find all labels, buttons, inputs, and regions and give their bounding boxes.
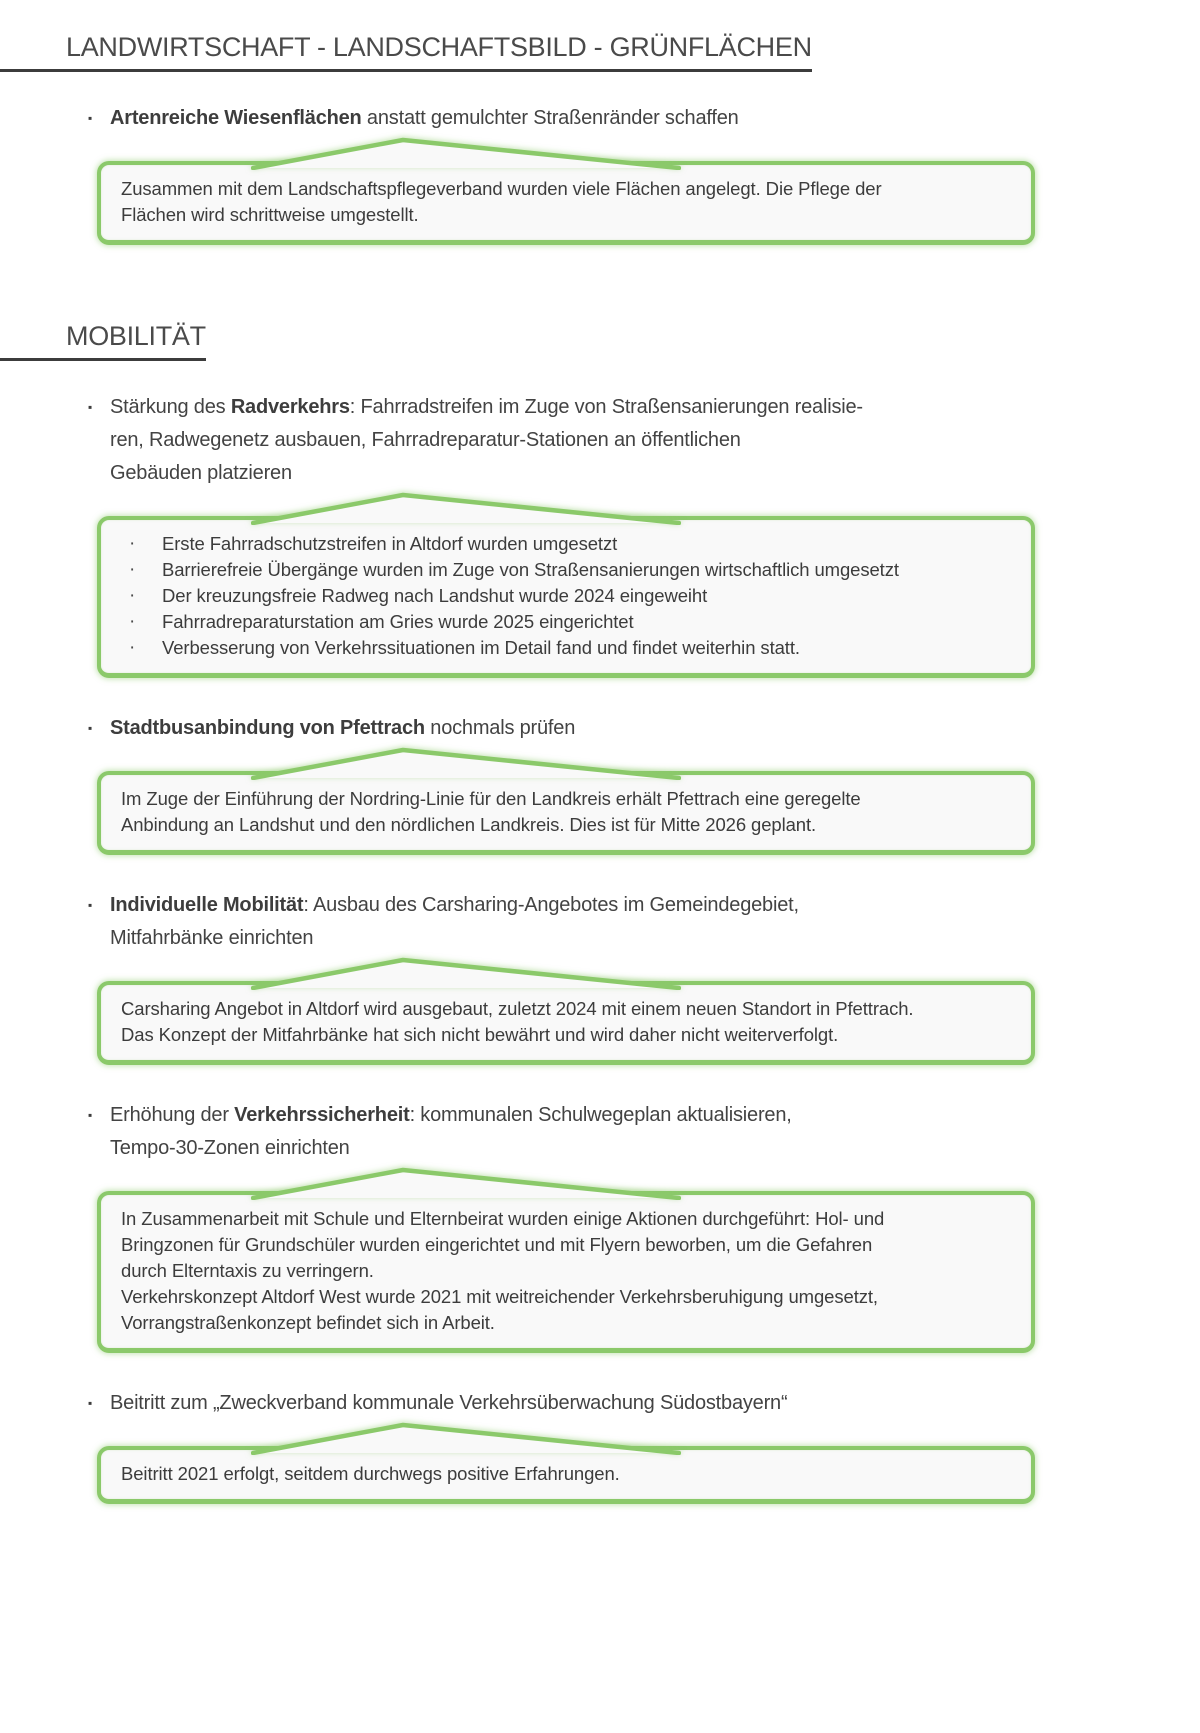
square-bullet-icon: ▪ [88, 1108, 93, 1122]
bullet-text-line [110, 391, 863, 424]
bullet-text [110, 102, 739, 135]
callout-list-item-text: Fahrradreparaturstation am Gries wurde 2025 eingerichtet [162, 611, 634, 632]
section [66, 30, 1134, 245]
callout-body [101, 520, 1031, 673]
bullet-text-run: anstatt gemulchter Straßenränder schaffen [361, 107, 739, 129]
bullet-text [110, 1099, 792, 1165]
callout-text-line: Verkehrskonzept Altdorf West wurde 2021 mit weitreichender Verkehrsberuhigung umgesetzt, [121, 1286, 878, 1307]
list-item [88, 712, 1134, 855]
bullet-text-run: : Fahrradstreifen im Zuge von Straßensanierungen realisie- [349, 396, 863, 418]
section [66, 319, 1134, 1504]
callout-list-item [107, 583, 1013, 609]
dot-bullet-icon: · [129, 559, 136, 580]
callout-body [101, 165, 1031, 240]
list-item [88, 391, 1134, 678]
bullet-text-line [110, 1132, 792, 1165]
callout-text-line: Beitritt 2021 erfolgt, seitdem durchwegs positive Erfahrungen. [121, 1463, 620, 1484]
bullet-text-line [110, 102, 739, 135]
section-heading-block [66, 319, 206, 361]
bullet-text-bold-run: Radverkehrs [230, 396, 350, 418]
bullet-text-run: nochmals prüfen [424, 717, 576, 739]
bullet-text [110, 391, 863, 490]
bullet-text-line [110, 457, 863, 490]
callout-list-item-text: Verbesserung von Verkehrssituationen im Detail fand und findet weiterhin statt. [162, 637, 800, 658]
square-bullet-icon: ▪ [88, 400, 93, 414]
section-title: MOBILITÄT [66, 321, 206, 351]
callout-list-item-text: Barrierefreie Übergänge wurden im Zuge von Straßensanierungen wirtschaftlich umgesetzt [162, 559, 899, 580]
callout-text-line: Das Konzept der Mitfahrbänke hat sich nicht bewährt und wird daher nicht weiterverfolgt. [121, 1024, 839, 1045]
callout-text-line: In Zusammenarbeit mit Schule und Elternbeirat wurden einige Aktionen durchgeführt: Hol- und [121, 1208, 885, 1229]
bullet-row [88, 391, 1134, 490]
bullet-text-run: ren, Radwegenetz ausbauen, Fahrradreparatur-Stationen an öffentlichen [110, 429, 741, 451]
callout-text-line: Zusammen mit dem Landschaftspflegeverband wurden viele Flächen angelegt. Die Pflege der [121, 178, 882, 199]
bullet-text-bold-run: Stadtbusanbindung von Pfettrach [110, 717, 425, 739]
callout-body [101, 775, 1031, 850]
square-bullet-icon: ▪ [88, 1396, 93, 1410]
section-items [88, 391, 1134, 1504]
bullet-text-bold-run: Verkehrssicherheit [234, 1104, 410, 1126]
callout-text-line: Flächen wird schrittweise umgestellt. [121, 204, 419, 225]
callout-text-line: Vorrangstraßenkonzept befindet sich in Arbeit. [121, 1312, 495, 1333]
heading-rule [0, 69, 812, 72]
callout-text-line: Bringzonen für Grundschüler wurden eingerichtet und mit Flyern beworben, um die Gefahren [121, 1234, 873, 1255]
dot-bullet-icon: · [129, 637, 136, 658]
dot-bullet-icon: · [129, 533, 136, 554]
bullet-row [88, 1387, 1134, 1420]
callout-text-line: Anbindung an Landshut und den nördlichen Landkreis. Dies ist für Mitte 2026 geplant. [121, 814, 817, 835]
callout-list-item [107, 531, 1013, 557]
bullet-text [110, 712, 575, 745]
status-callout [97, 1446, 1035, 1504]
bullet-text-run: : Ausbau des Carsharing-Angebotes im Gemeindegebiet, [303, 894, 799, 916]
callout-body [101, 985, 1031, 1060]
callout-text-line: Carsharing Angebot in Altdorf wird ausgebaut, zuletzt 2024 mit einem neuen Standort in Pfettrach. [121, 998, 914, 1019]
bullet-text-line [110, 922, 799, 955]
dot-bullet-icon: · [129, 611, 136, 632]
section-title: LANDWIRTSCHAFT - LANDSCHAFTSBILD - GRÜNFLÄCHEN [66, 32, 812, 62]
callout-body [101, 1450, 1031, 1499]
bullet-text-line [110, 1099, 792, 1132]
list-item [88, 1099, 1134, 1353]
bullet-text-line [110, 1387, 787, 1420]
bullet-text [110, 1387, 787, 1420]
square-bullet-icon: ▪ [88, 721, 93, 735]
bullet-text-bold-run: Individuelle Mobilität [110, 894, 304, 916]
callout-list-item [107, 609, 1013, 635]
bullet-text-run: Beitritt zum „Zweckverband kommunale Verkehrsüberwachung Südostbayern“ [110, 1392, 788, 1414]
callout-list-item-text: Der kreuzungsfreie Radweg nach Landshut wurde 2024 eingeweiht [162, 585, 708, 606]
list-item [88, 102, 1134, 245]
bullet-text-line [110, 712, 575, 745]
status-callout [97, 771, 1035, 855]
callout-text-line: durch Elterntaxis zu verringern. [121, 1260, 374, 1281]
dot-bullet-icon: · [129, 585, 136, 606]
square-bullet-icon: ▪ [88, 111, 93, 125]
section-items [88, 102, 1134, 245]
callout-list-item-text: Erste Fahrradschutzstreifen in Altdorf wurden umgesetzt [162, 533, 618, 554]
bullet-row [88, 889, 1134, 955]
list-item [88, 1387, 1134, 1504]
bullet-text-line [110, 424, 863, 457]
status-callout [97, 981, 1035, 1065]
callout-text-line: Im Zuge der Einführung der Nordring-Linie für den Landkreis erhält Pfettrach eine geregelte [121, 788, 861, 809]
square-bullet-icon: ▪ [88, 898, 93, 912]
bullet-text-run: Gebäuden platzieren [110, 462, 292, 484]
bullet-text [110, 889, 799, 955]
bullet-row [88, 102, 1134, 135]
bullet-text-line [110, 889, 799, 922]
status-callout [97, 161, 1035, 245]
status-callout [97, 516, 1035, 678]
section-heading-block [66, 30, 812, 72]
bullet-row [88, 1099, 1134, 1165]
bullet-text-run: Erhöhung der [110, 1104, 235, 1126]
callout-list-item [107, 635, 1013, 661]
status-callout [97, 1191, 1035, 1353]
callout-list-item [107, 557, 1013, 583]
heading-rule [0, 358, 206, 361]
bullet-text-run: Stärkung des [110, 396, 231, 418]
bullet-row [88, 712, 1134, 745]
bullet-text-run: Mitfahrbänke einrichten [110, 927, 314, 949]
callout-body [101, 1195, 1031, 1348]
bullet-text-run: : kommunalen Schulwegeplan aktualisieren, [409, 1104, 792, 1126]
bullet-text-bold-run: Artenreiche Wiesenflächen [110, 107, 362, 129]
bullet-text-run: Tempo-30-Zonen einrichten [110, 1137, 350, 1159]
list-item [88, 889, 1134, 1065]
